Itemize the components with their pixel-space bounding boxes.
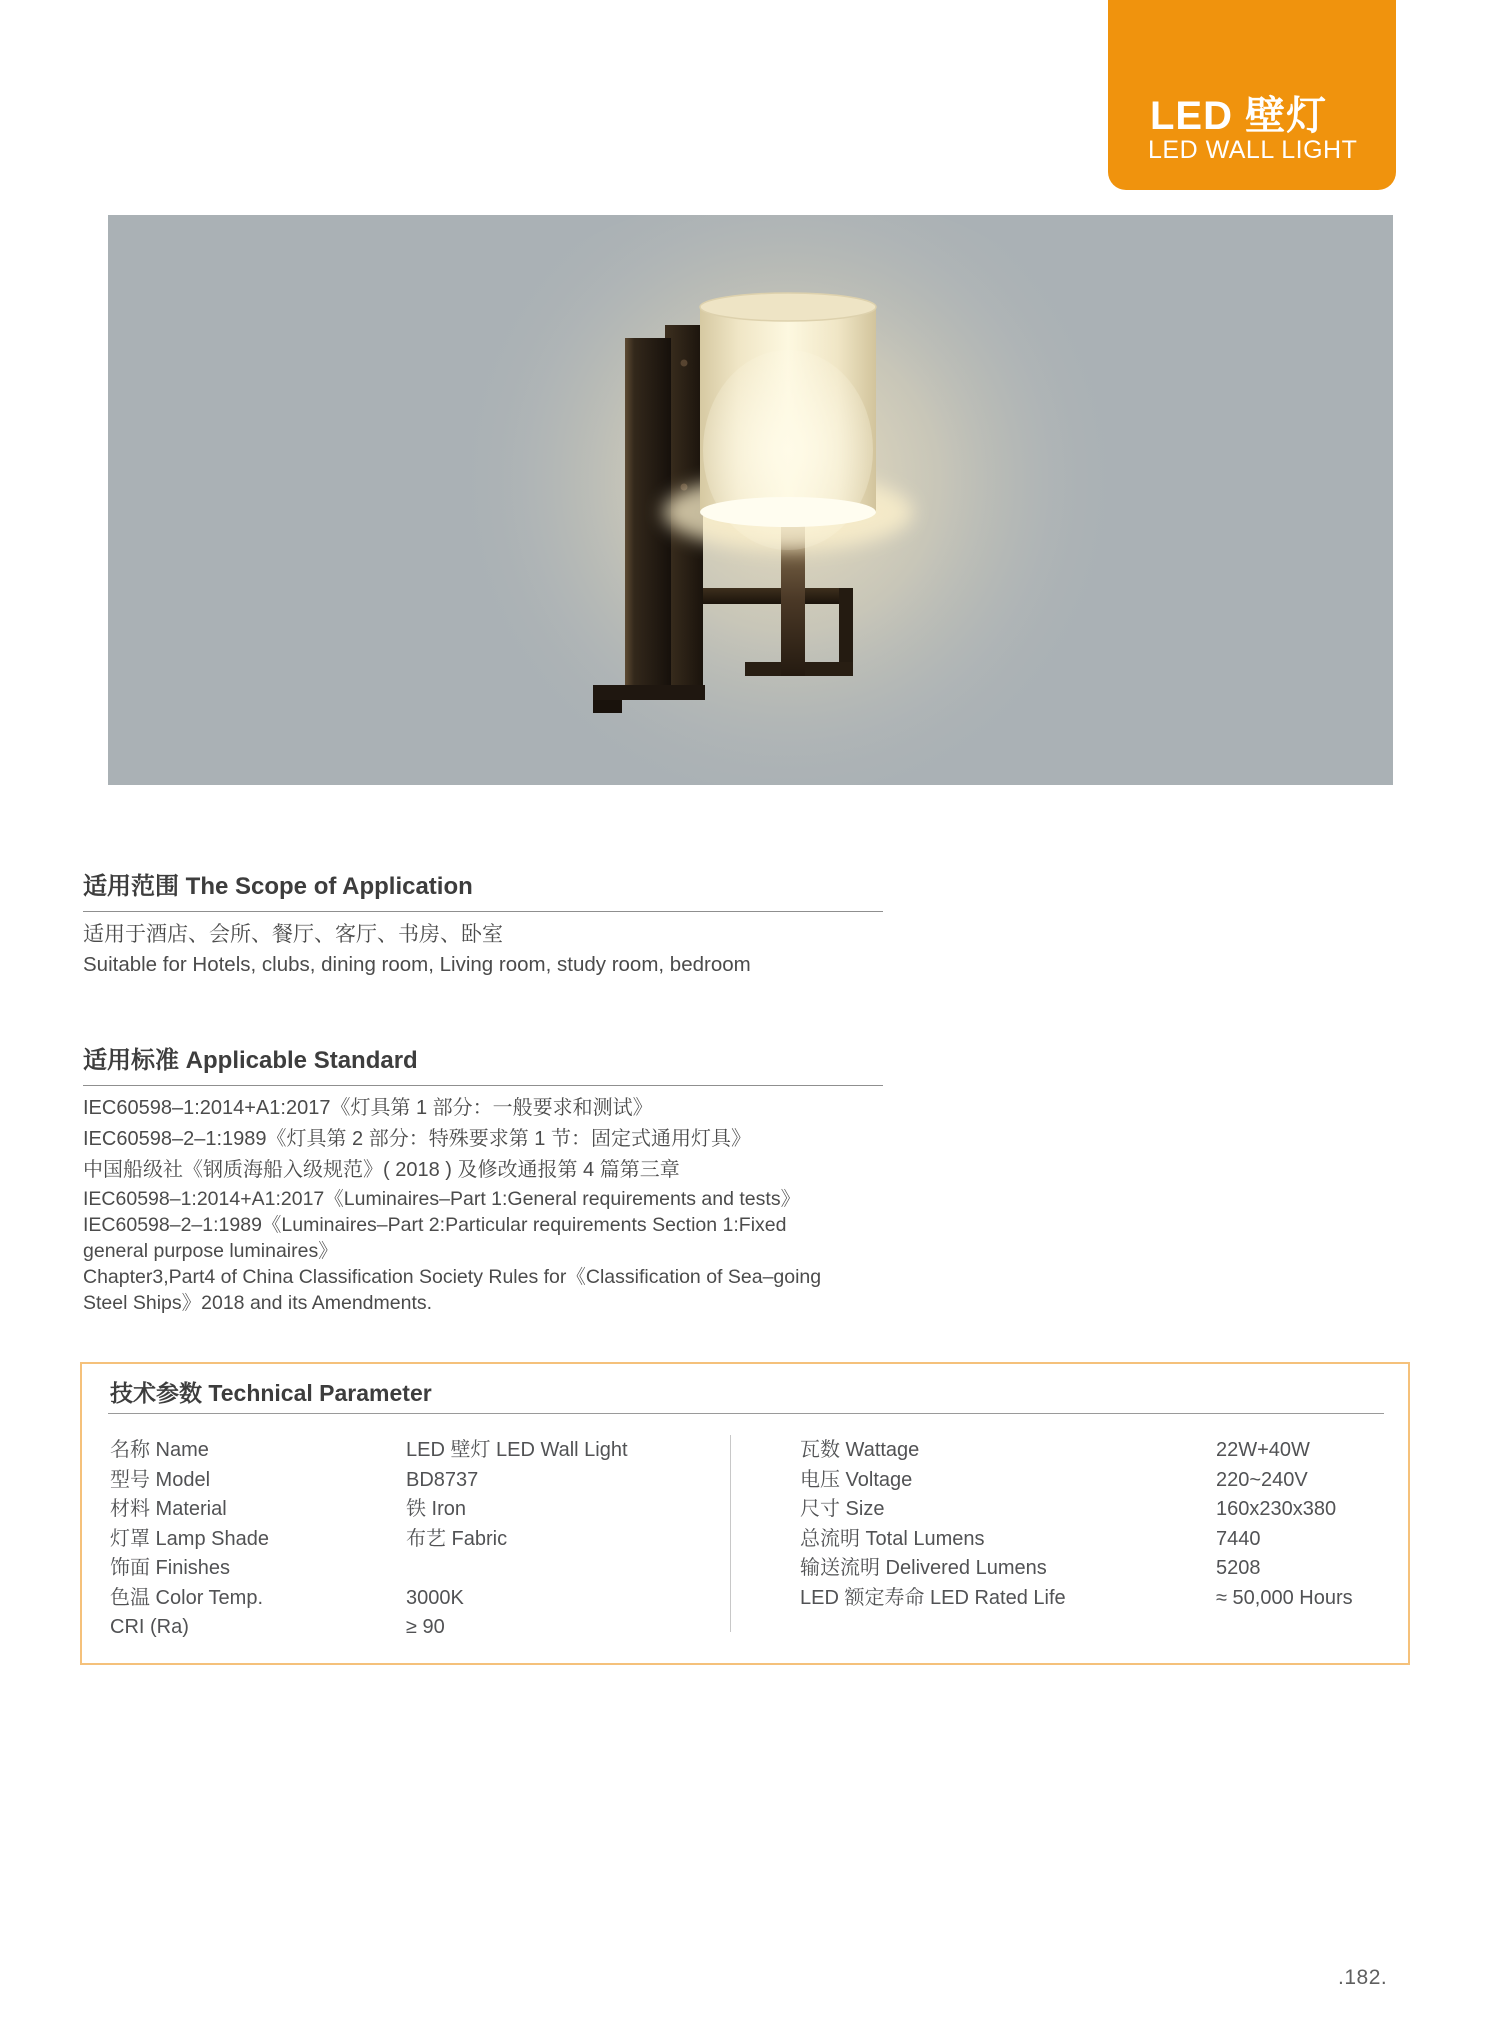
table-row xyxy=(800,1525,1388,1555)
param-value: 布艺 Fabric xyxy=(406,1527,508,1550)
standard-lines-zh xyxy=(83,1093,883,1186)
table-row xyxy=(800,1554,1388,1584)
param-label: 材料 Material xyxy=(110,1498,227,1520)
table-row xyxy=(800,1584,1388,1614)
parameters-left-column xyxy=(110,1436,726,1643)
table-row xyxy=(110,1554,726,1584)
param-value: 220~240V xyxy=(1216,1468,1308,1491)
lamp-shade-top xyxy=(700,293,876,321)
category-title-zh: LED 壁灯 xyxy=(1150,94,1328,138)
parameters-right-column xyxy=(800,1436,1388,1613)
lamp-foot-bar xyxy=(593,685,705,700)
param-value: BD8737 xyxy=(406,1468,479,1491)
param-value: ≥ 90 xyxy=(406,1616,445,1638)
param-value: LED 壁灯 LED Wall Light xyxy=(406,1439,628,1461)
parameters-heading: 技术参数 Technical Parameter xyxy=(110,1380,432,1406)
param-value: 5208 xyxy=(1216,1557,1261,1579)
table-row xyxy=(800,1495,1388,1525)
screw xyxy=(681,484,688,491)
category-badge xyxy=(1108,0,1396,190)
param-label: CRI (Ra) xyxy=(110,1616,189,1638)
standard-line: IEC60598–1:2014+A1:2017《Luminaires–Part 1:General requirements and tests》 xyxy=(83,1188,801,1210)
heading-rule xyxy=(108,1413,1384,1414)
param-value xyxy=(406,1554,726,1584)
scope-heading: 适用范围 The Scope of Application xyxy=(83,872,883,912)
lamp-arm xyxy=(703,588,853,604)
param-label: 瓦数 Wattage xyxy=(800,1439,920,1461)
param-value: ≈ 50,000 Hours xyxy=(1216,1586,1353,1609)
standard-lines-en xyxy=(83,1186,883,1316)
param-value: 铁 Iron xyxy=(406,1498,467,1520)
section-standard xyxy=(83,1046,883,1316)
table-row xyxy=(800,1466,1388,1496)
param-value: 3000K xyxy=(406,1586,464,1609)
table-row xyxy=(110,1466,726,1496)
standard-line: Chapter3,Part4 of China Classification Society Rules for《Classification of Sea–going xyxy=(83,1266,822,1288)
table-row xyxy=(110,1495,726,1525)
standard-line: general purpose luminaires》 xyxy=(83,1240,338,1262)
param-value: 160x230x380 xyxy=(1216,1498,1337,1520)
param-label: 色温 Color Temp. xyxy=(110,1586,264,1609)
param-label: 饰面 Finishes xyxy=(110,1557,231,1579)
param-label: 尺寸 Size xyxy=(800,1498,885,1520)
standard-heading: 适用标准 Applicable Standard xyxy=(83,1046,883,1086)
table-row xyxy=(110,1436,726,1466)
standard-line: IEC60598–2–1:1989《灯具第 2 部分：特殊要求第 1 节：固定式通用灯具》 xyxy=(83,1128,751,1150)
screw xyxy=(681,360,688,367)
table-row xyxy=(800,1436,1388,1466)
category-title-en: LED WALL LIGHT xyxy=(1148,136,1358,164)
page-number: .182. xyxy=(1338,1966,1388,1989)
lamp-foot-step xyxy=(593,700,622,713)
param-label: LED 额定寿命 LED Rated Life xyxy=(800,1586,1066,1609)
param-label: 电压 Voltage xyxy=(800,1468,913,1491)
wall-lamp-illustration xyxy=(108,215,1393,785)
param-label: 总流明 Total Lumens xyxy=(800,1527,985,1550)
standard-line: 中国船级社《钢质海船入级规范》( 2018 ) 及修改通报第 4 篇第三章 xyxy=(83,1159,680,1181)
column-divider xyxy=(730,1435,731,1632)
table-row xyxy=(110,1613,726,1643)
section-scope xyxy=(83,872,883,980)
standard-line: IEC60598–2–1:1989《Luminaires–Part 2:Particular requirements Section 1:Fixed xyxy=(83,1214,787,1236)
product-photo xyxy=(108,215,1393,785)
param-value: 7440 xyxy=(1216,1527,1261,1550)
table-row xyxy=(110,1584,726,1614)
table-row xyxy=(110,1525,726,1555)
param-label: 输送流明 Delivered Lumens xyxy=(800,1557,1047,1579)
scope-text-en: Suitable for Hotels, clubs, dining room, Living room, study room, bedroom xyxy=(83,953,751,976)
scope-text-zh: 适用于酒店、会所、餐厅、客厅、书房、卧室 xyxy=(83,923,503,946)
standard-line: Steel Ships》2018 and its Amendments. xyxy=(83,1292,433,1314)
param-label: 名称 Name xyxy=(110,1439,209,1461)
standard-line: IEC60598–1:2014+A1:2017《灯具第 1 部分：一般要求和测试》 xyxy=(83,1097,653,1119)
param-value: 22W+40W xyxy=(1216,1439,1310,1461)
param-label: 型号 Model xyxy=(110,1468,211,1491)
technical-parameter-box xyxy=(80,1362,1410,1665)
param-label: 灯罩 Lamp Shade xyxy=(110,1527,269,1550)
lamp-shade-bottom-rim xyxy=(700,497,876,527)
